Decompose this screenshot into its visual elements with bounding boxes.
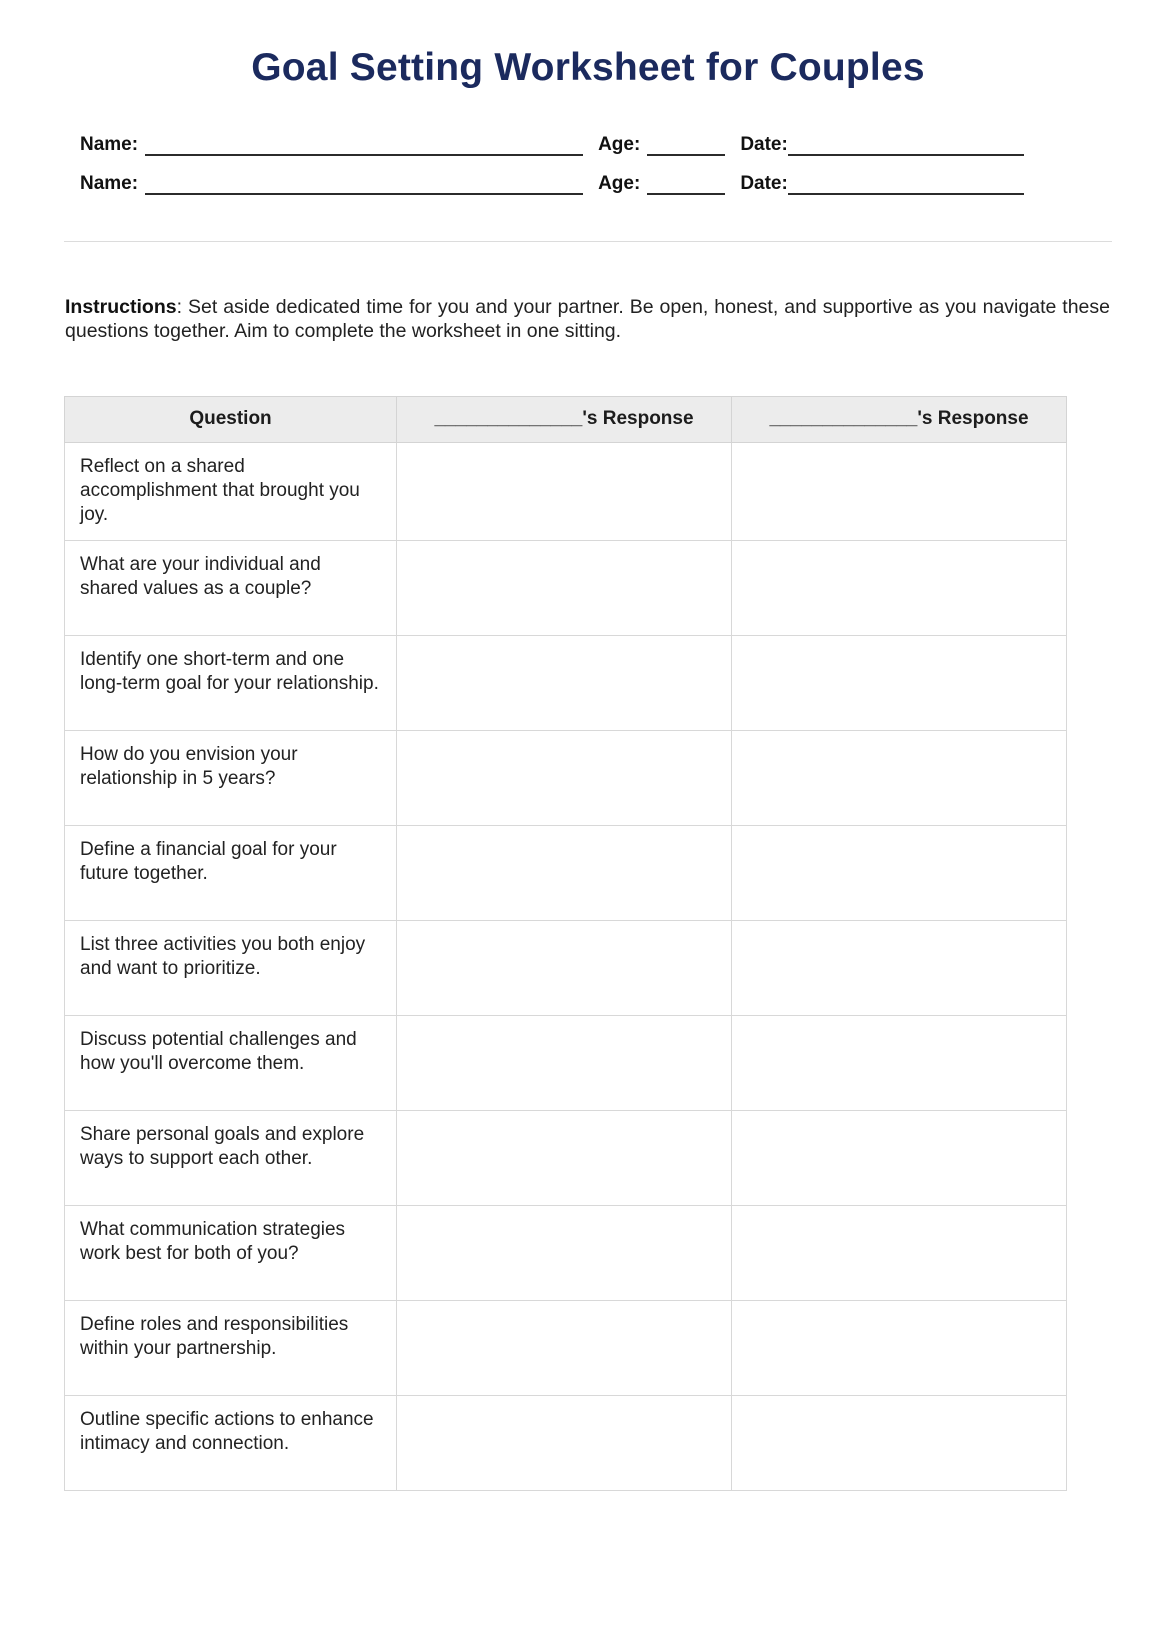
section-divider: [64, 241, 1112, 242]
partner2-response-cell[interactable]: [732, 1015, 1067, 1110]
date-label: Date:: [740, 134, 788, 155]
instructions-label: Instructions: [65, 296, 177, 318]
partner2-response-cell[interactable]: [732, 635, 1067, 730]
table-row: [65, 1110, 1067, 1205]
partner2-response-cell[interactable]: [732, 730, 1067, 825]
partner1-response-cell[interactable]: [397, 442, 732, 540]
age-blank-field[interactable]: [647, 134, 725, 156]
name-blank-field[interactable]: [145, 173, 583, 195]
partner2-response-cell[interactable]: [732, 1110, 1067, 1205]
date-blank-field[interactable]: [788, 173, 1024, 195]
table-row: [65, 1015, 1067, 1110]
question-column-header: Question: [65, 396, 397, 442]
question-cell: Identify one short-term and one long-term goal for your relationship.: [65, 635, 397, 730]
table-row: [65, 730, 1067, 825]
partner2-response-cell[interactable]: [732, 540, 1067, 635]
partner2-response-column-header: ______________'s Response: [732, 396, 1067, 442]
question-cell: Share personal goals and explore ways to support each other.: [65, 1110, 397, 1205]
question-cell: Outline specific actions to enhance intimacy and connection.: [65, 1395, 397, 1490]
partner1-response-cell[interactable]: [397, 1205, 732, 1300]
partner1-response-cell[interactable]: [397, 1110, 732, 1205]
partner2-response-cell[interactable]: [732, 442, 1067, 540]
question-cell: What are your individual and shared values as a couple?: [65, 540, 397, 635]
name-label: Name:: [80, 134, 139, 155]
question-cell: Discuss potential challenges and how you'll overcome them.: [65, 1015, 397, 1110]
partner2-response-cell[interactable]: [732, 1300, 1067, 1395]
question-cell: What communication strategies work best for both of you?: [65, 1205, 397, 1300]
partner1-response-cell[interactable]: [397, 920, 732, 1015]
page-title: Goal Setting Worksheet for Couples: [251, 46, 925, 89]
instructions-paragraph: [65, 296, 1110, 344]
goal-question-table: [64, 396, 1067, 1491]
partner1-info-row: [80, 134, 1108, 156]
name-blank-field[interactable]: [145, 134, 583, 156]
partner1-response-cell[interactable]: [397, 825, 732, 920]
question-cell: Reflect on a shared accomplishment that brought you joy.: [65, 442, 397, 540]
partner1-response-cell[interactable]: [397, 540, 732, 635]
table-row: [65, 635, 1067, 730]
age-blank-field[interactable]: [647, 173, 725, 195]
partner1-response-cell[interactable]: [397, 1395, 732, 1490]
question-cell: Define roles and responsibilities within your partnership.: [65, 1300, 397, 1395]
table-row: [65, 1205, 1067, 1300]
table-row: [65, 442, 1067, 540]
table-row: [65, 1395, 1067, 1490]
partner2-info-row: [80, 173, 1108, 195]
table-header-row: [65, 396, 1067, 442]
partner1-response-column-header: ______________'s Response: [397, 396, 732, 442]
partner2-response-cell[interactable]: [732, 920, 1067, 1015]
question-cell: How do you envision your relationship in 5 years?: [65, 730, 397, 825]
question-cell: List three activities you both enjoy and want to prioritize.: [65, 920, 397, 1015]
partner1-response-cell[interactable]: [397, 635, 732, 730]
question-cell: Define a financial goal for your future together.: [65, 825, 397, 920]
date-blank-field[interactable]: [788, 134, 1024, 156]
partner1-response-cell[interactable]: [397, 1015, 732, 1110]
partner2-response-cell[interactable]: [732, 1395, 1067, 1490]
name-label: Name:: [80, 173, 139, 194]
date-label: Date:: [740, 173, 788, 194]
age-label: Age:: [598, 134, 641, 155]
partner2-response-cell[interactable]: [732, 825, 1067, 920]
partner1-response-cell[interactable]: [397, 730, 732, 825]
table-row: [65, 1300, 1067, 1395]
table-row: [65, 825, 1067, 920]
table-row: [65, 540, 1067, 635]
partner1-response-cell[interactable]: [397, 1300, 732, 1395]
instructions-text: : Set aside dedicated time for you and your partner. Be open, honest, and supportive as you navigate these questions together. Aim to complete the worksheet in one sitting.: [65, 296, 1110, 342]
partner2-response-cell[interactable]: [732, 1205, 1067, 1300]
table-row: [65, 920, 1067, 1015]
age-label: Age:: [598, 173, 641, 194]
